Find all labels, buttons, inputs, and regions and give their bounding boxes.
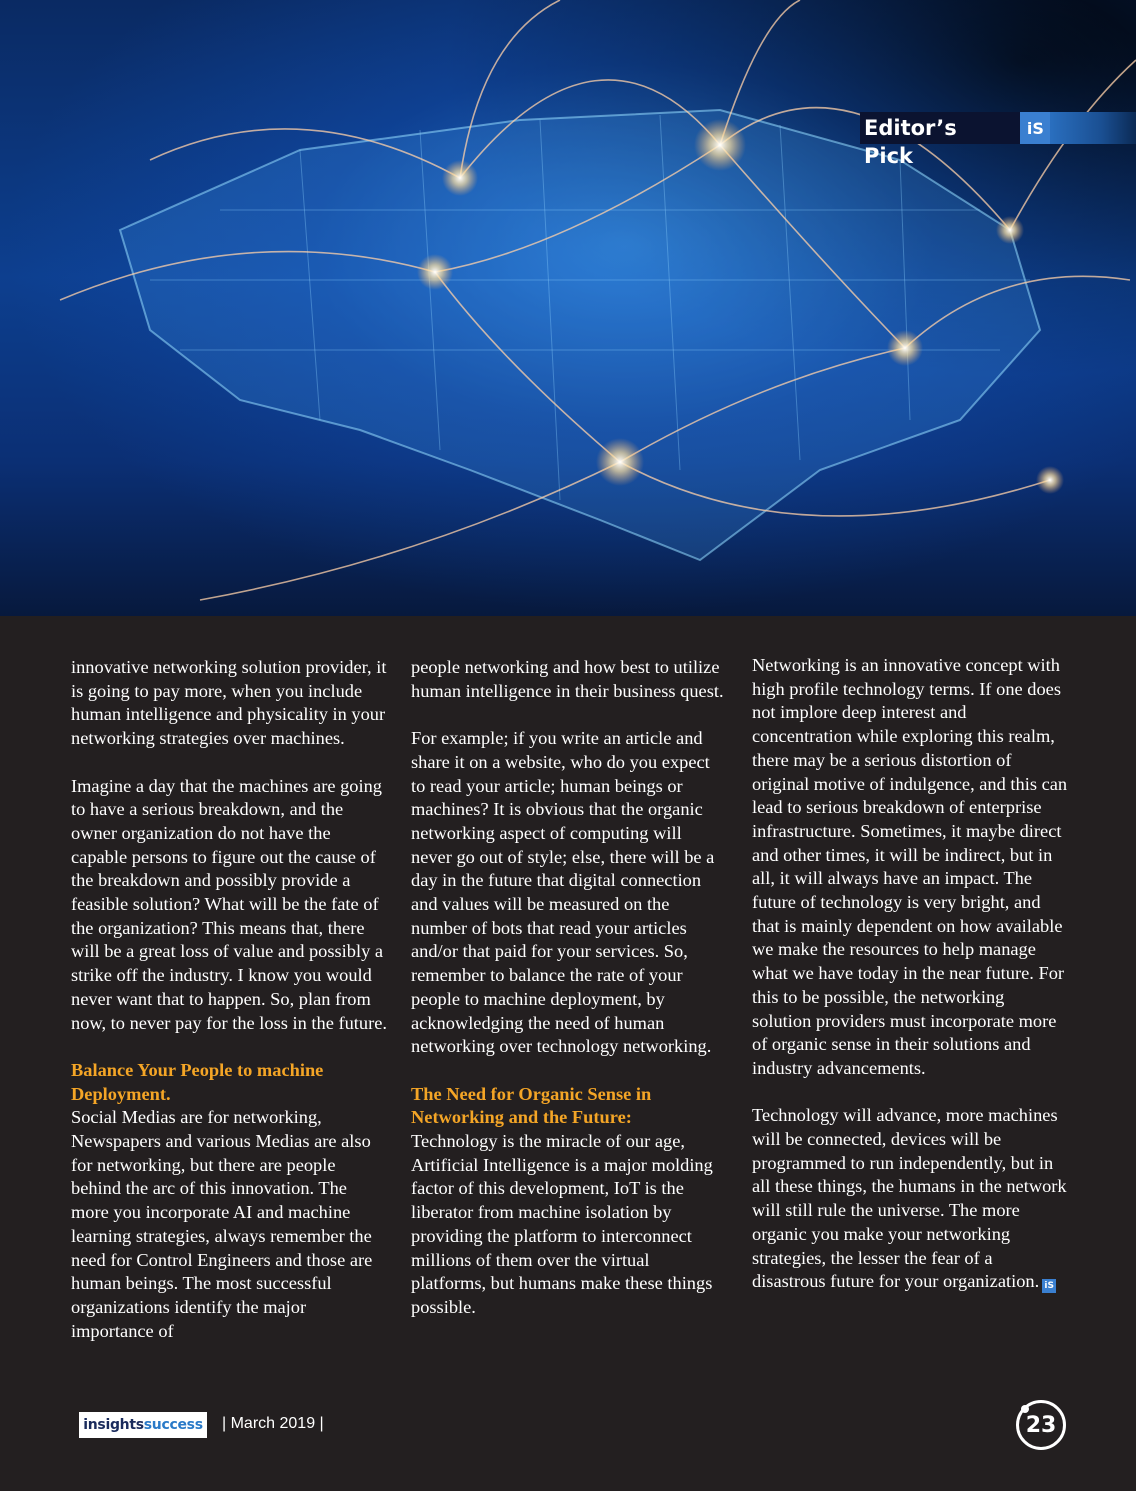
paragraph: Technology is the miracle of our age, Artificial Intelligence is a major molding factor of this development, IoT is the liberator from machine isolation by providing the platform to interconnect millions of them over the virtual platforms, but humans make these things possible. xyxy=(411,1131,713,1317)
article-column-1 xyxy=(71,656,387,1367)
section-label: Editor’s Pick xyxy=(860,112,1020,144)
network-map-illustration xyxy=(0,0,1136,616)
paragraph: people networking and how best to utilize human intelligence in their business quest. xyxy=(411,657,724,701)
paragraph-final xyxy=(752,1104,1068,1294)
article-column-2 xyxy=(411,656,727,1343)
section-heading: The Need for Organic Sense in Networking and the Future: xyxy=(411,1083,652,1128)
banner-strip xyxy=(1050,112,1136,144)
section-heading: Balance Your People to machine Deployment. xyxy=(71,1059,324,1104)
badge-dot-icon xyxy=(1021,1405,1029,1413)
end-mark-icon: iS xyxy=(1042,1279,1056,1293)
insights-success-logo xyxy=(79,1412,207,1438)
logo-text-part2: success xyxy=(143,1417,203,1433)
paragraph: Networking is an innovative concept with high profile technology terms. If one does not implore deep interest and concentration while exploring this realm, there may be a serious distortion of original motive of indulgence, and this can lead to serious breakdown of enterprise infrastructure. Sometimes, it maybe direct and other times, it will be indirect, but in all, it will always have an impact. The future of technology is very bright, and that is mainly dependent on how available we make the resources to help manage what we have today in the near future. For this to be possible, the networking solution providers must incorporate more of organic sense in their solutions and industry advancements. xyxy=(752,655,1068,1078)
editors-pick-banner xyxy=(860,112,1136,168)
page-number: 23 xyxy=(1025,1412,1057,1438)
logo-text-part1: insights xyxy=(83,1417,144,1433)
paragraph: Imagine a day that the machines are going to have a serious breakdown, and the owner organization do not have the capable persons to figure out the cause of the breakdown and possibly provide a feasible solution? What will be the fate of the organization? This means that, there will be a great loss of value and possibly a strike off the industry. I know you would never want that to happen. So, plan from now, to never pay for the loss in the future. xyxy=(71,775,387,1033)
paragraph-text: Technology will advance, more machines will be connected, devices will be programmed to run independently, but in all these things, the humans in the network will still rule the universe. The more organic you make your networking strategies, the lesser the fear of a disastrous future for your organization. xyxy=(752,1105,1067,1292)
brand-logo-icon: iS xyxy=(1020,112,1050,144)
page-number-badge xyxy=(1016,1400,1066,1450)
paragraph: innovative networking solution provider, it is going to pay more, when you include human intelligence and physicality in your networking strategies over machines. xyxy=(71,657,387,749)
hero-network-map-image xyxy=(0,0,1136,616)
paragraph: For example; if you write an article and share it on a website, who do you expect to read your article; human beings or machines? It is obvious that the organic networking aspect of computing will never go out of style; else, there will be a day in the future that digital connection and values will be measured on the number of bots that read your articles and/or that paid for your services. So, remember to balance the rate of your people to machine deployment, by acknowledging the need of human networking over technology networking. xyxy=(411,728,715,1057)
paragraph: Social Medias are for networking, Newspapers and various Medias are also for networking, but there are people behind the arc of this innovation. The more you incorporate AI and machine learning strategies, always remember the need for Control Engineers and those are human beings. The most successful organizations identify the major importance of xyxy=(71,1107,373,1341)
article-column-3 xyxy=(752,654,1068,1318)
issue-date: | March 2019 | xyxy=(222,1415,324,1432)
